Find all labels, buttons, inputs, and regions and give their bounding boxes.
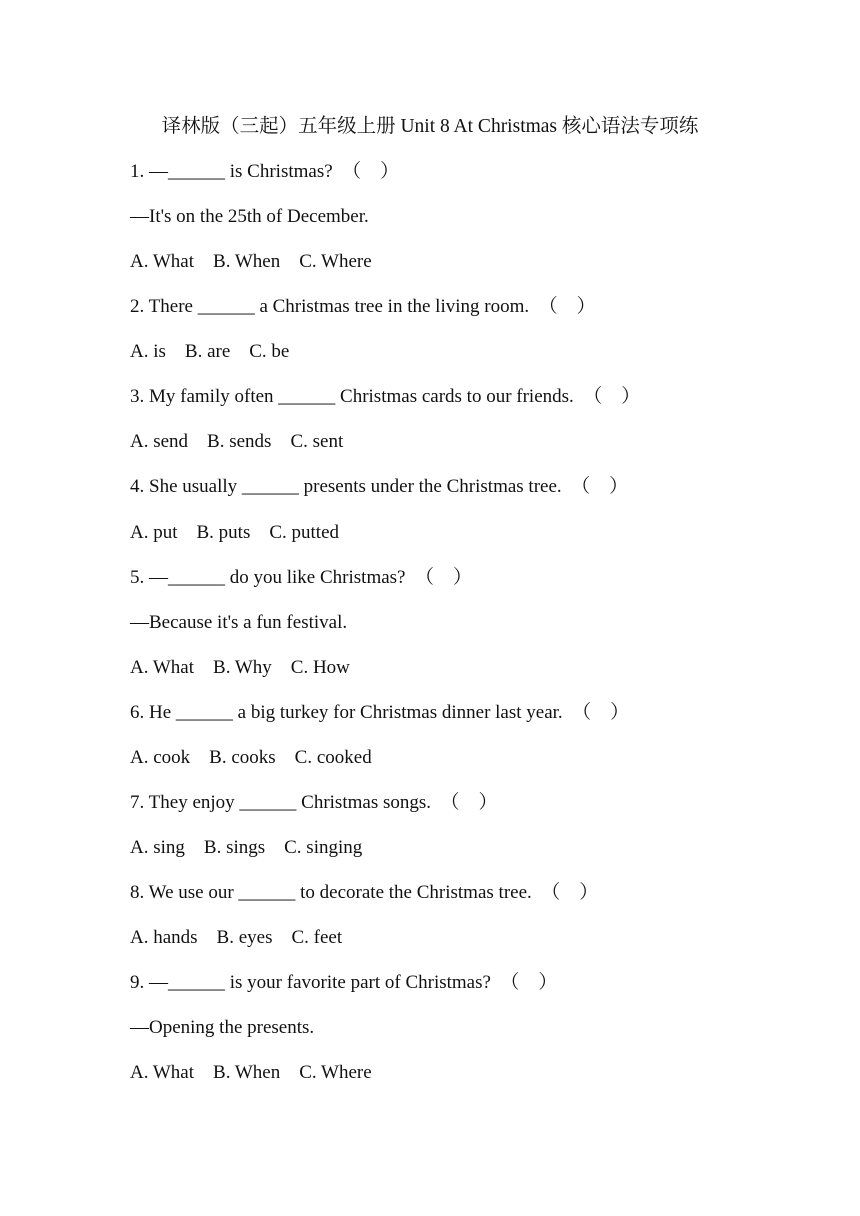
question-3-prompt: 3. My family often ______ Christmas cards to our friends. （ ） [130, 386, 641, 408]
question-1-options: A. What B. When C. Where [130, 251, 372, 273]
question-6-options: A. cook B. cooks C. cooked [130, 746, 372, 768]
question-1-prompt: 1. —______ is Christmas? （ ） [130, 161, 400, 182]
question-9-prompt: 9. —______ is your favorite part of Christmas? （ ） [130, 972, 558, 994]
question-list [130, 158, 830, 1104]
question-5-answer-line: —Because it's a fun festival. [130, 611, 348, 633]
question-7-prompt: 7. They enjoy ______ Christmas songs. （ ） [130, 791, 498, 813]
question-4-options: A. put B. puts C. putted [130, 521, 340, 543]
question-7-options: A. sing B. sings C. singing [130, 836, 363, 858]
question-5-prompt: 5. —______ do you like Christmas? （ ） [130, 566, 472, 588]
document-title: 译林版（三起）五年级上册 Unit 8 At Christmas 核心语法专项练 [161, 116, 699, 137]
question-5-options: A. What B. Why C. How [130, 656, 350, 678]
question-2-prompt: 2. There ______ a Christmas tree in the living room. （ ） [130, 296, 596, 318]
question-8-options: A. hands B. eyes C. feet [130, 927, 343, 949]
question-9-options: A. What B. When C. Where [130, 1062, 372, 1084]
question-4-prompt: 4. She usually ______ presents under the Christmas tree. （ ） [130, 476, 629, 498]
question-3-options: A. send B. sends C. sent [130, 431, 344, 453]
question-8-prompt: 8. We use our ______ to decorate the Christmas tree. （ ） [130, 882, 599, 903]
question-9-answer-line: —Opening the presents. [130, 1017, 315, 1039]
question-1-answer-line: —It's on the 25th of December. [130, 206, 369, 228]
question-2-options: A. is B. are C. be [130, 341, 290, 363]
question-6-prompt: 6. He ______ a big turkey for Christmas dinner last year. （ ） [130, 701, 630, 723]
